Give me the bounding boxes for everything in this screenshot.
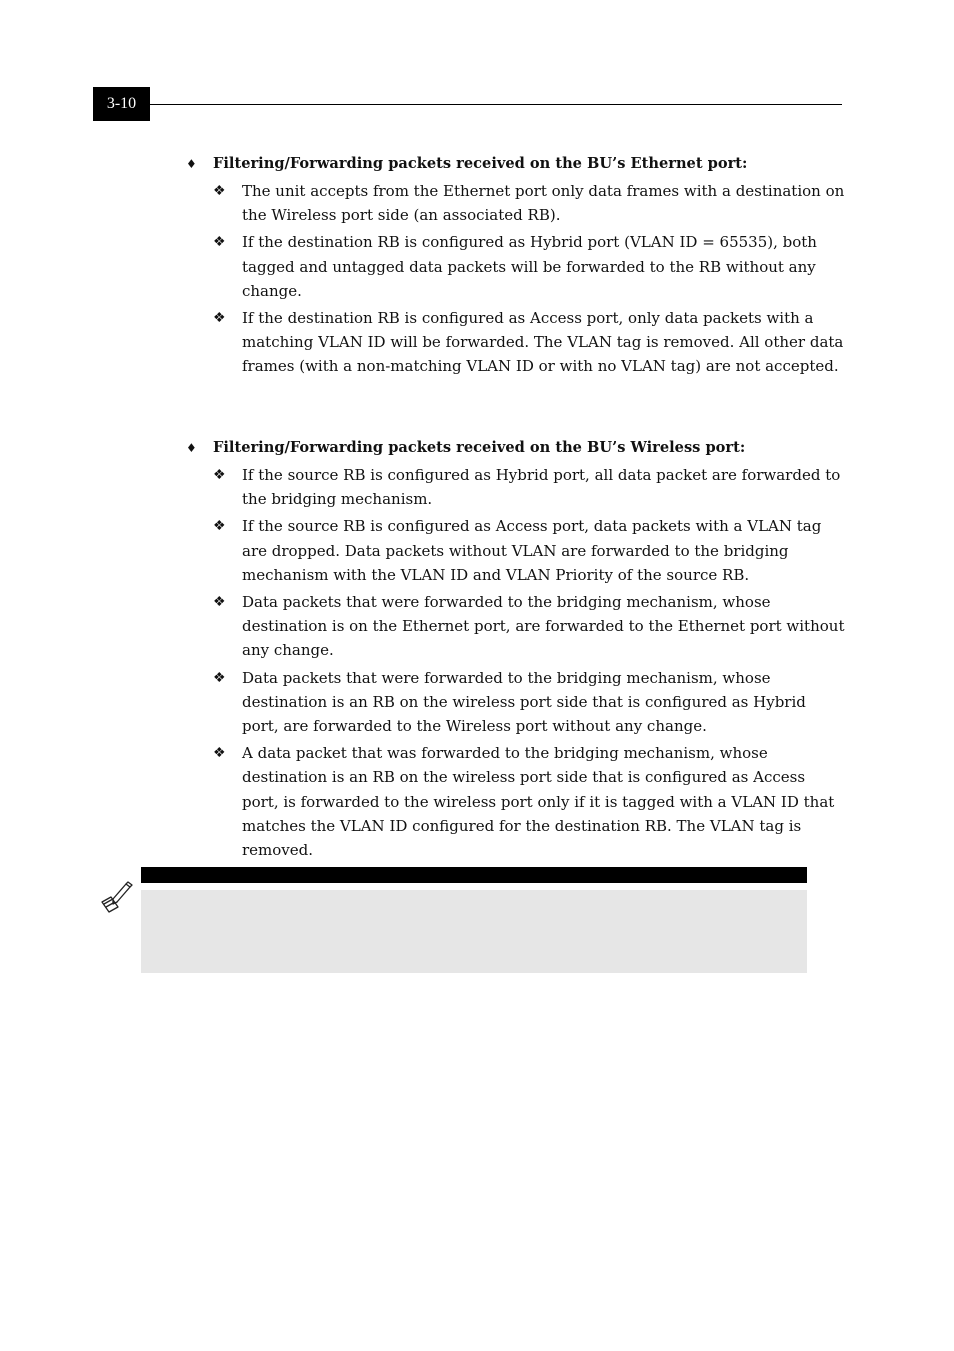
diamond-bullet-icon: ♦ [186,157,197,171]
list-item-text: If the source RB is configured as Access port, data packets with a VLAN tag are dropped. Data packets without VLAN are forwarded to the bridging mechanism with the VLAN ID and VLAN Priority of the source RB. [242,517,822,584]
diamond-bullet-icon: ♦ [186,441,197,455]
list-item-text: A data packet that was forwarded to the bridging mechanism, whose destination is an RB on the wireless port side that is configured as Access port, is forwarded to the wireless port only if it is tagged with a VLAN ID that matches the VLAN ID configured for the destination RB. The VLAN tag is removed. [242,744,835,860]
four-petal-bullet-icon: ❖ [213,669,226,686]
four-petal-bullet-icon: ❖ [213,745,226,762]
list-item-text: If the destination RB is configured as Hybrid port (VLAN ID = 65535), both tagged and untagged data packets will be forwarded to the RB without any change. [242,233,817,300]
list-item [186,666,846,739]
list-item-text: If the source RB is configured as Hybrid port, all data packet are forwarded to the bridging mechanism. [242,466,841,509]
section-heading [186,436,846,460]
four-petal-bullet-icon: ❖ [213,234,226,251]
section-heading-text: Filtering/Forwarding packets received on the BU’s Ethernet port: [213,155,748,172]
four-petal-bullet-icon: ❖ [213,310,226,327]
note-box [141,890,807,973]
header-rule [150,104,842,105]
list-item-text: The unit accepts from the Ethernet port only data frames with a destination on the Wireless port side (an associated RB). [242,182,845,225]
note-header-bar [141,867,807,883]
list-item [186,463,846,511]
list-item-text: If the destination RB is configured as Access port, only data packets with a matching VLAN ID will be forwarded. The VLAN tag is removed. All other data frames (with a non-matching VLAN ID or with no VLAN tag) are not accepted. [242,309,844,376]
bullet-list [186,179,846,379]
section-wireless-port [186,436,846,865]
list-item [186,741,846,862]
list-item [186,514,846,587]
four-petal-bullet-icon: ❖ [213,518,226,535]
note-pencil-icon [98,880,134,916]
four-petal-bullet-icon: ❖ [213,183,226,199]
list-item-text: Data packets that were forwarded to the bridging mechanism, whose destination is on the Ethernet port, are forwarded to the Ethernet port without any change. [242,593,845,660]
list-item [186,590,846,663]
page-number: 3-10 [93,87,150,121]
list-item [186,306,846,379]
four-petal-bullet-icon: ❖ [213,594,226,611]
bullet-list [186,463,846,862]
section-heading-text: Filtering/Forwarding packets received on the BU’s Wireless port: [213,439,746,456]
four-petal-bullet-icon: ❖ [213,467,226,483]
list-item-text: Data packets that were forwarded to the bridging mechanism, whose destination is an RB on the wireless port side that is configured as Hybrid port, are forwarded to the Wireless port without any change. [242,668,806,736]
list-item [186,179,846,227]
section-ethernet-port [186,152,846,382]
section-heading [186,152,846,176]
list-item [186,230,846,303]
